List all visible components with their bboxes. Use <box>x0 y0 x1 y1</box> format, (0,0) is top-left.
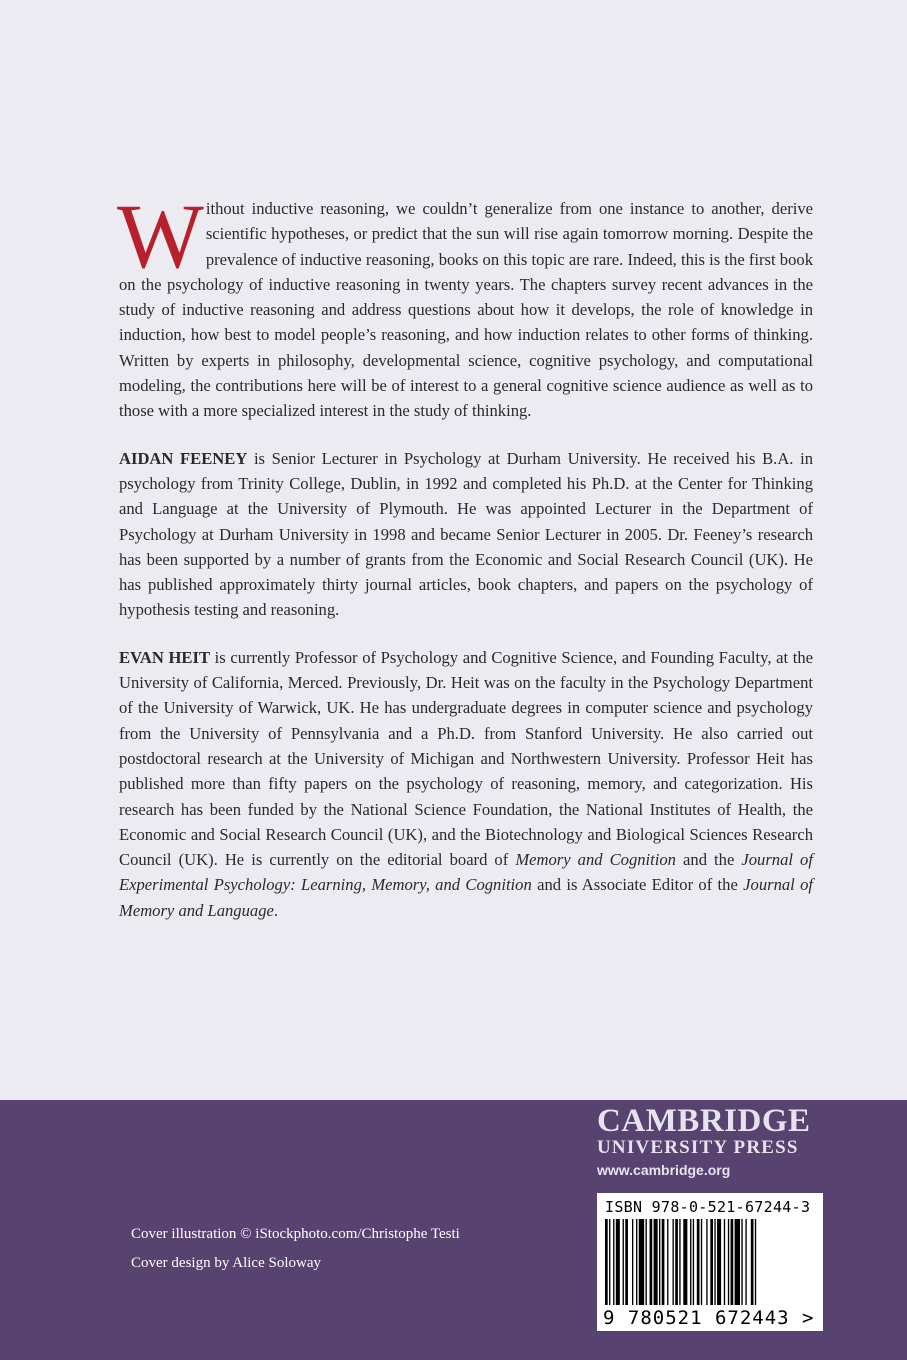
barcode-bar <box>735 1219 740 1305</box>
publisher-url: www.cambridge.org <box>597 1162 731 1178</box>
illustration-credit: Cover illustration © iStockphoto.com/Christophe Testi <box>131 1226 460 1242</box>
barcode-bar <box>693 1219 694 1305</box>
barcode-bar <box>701 1219 702 1305</box>
cover-credits <box>131 1220 460 1278</box>
author-name-heit: EVAN HEIT <box>119 647 211 667</box>
barcode-bar <box>741 1219 742 1305</box>
publisher-subname: UNIVERSITY PRESS <box>597 1137 799 1158</box>
barcode-bar <box>636 1219 637 1305</box>
barcode-bar <box>710 1219 713 1305</box>
barcode-bar <box>639 1219 644 1305</box>
barcode-bar <box>717 1219 721 1305</box>
barcode-bar <box>745 1219 746 1305</box>
barcode-bar <box>625 1219 628 1305</box>
bio-heit-text-3: and is Associate Editor of the <box>531 875 744 895</box>
bio-feeney <box>119 446 813 623</box>
barcode-bar <box>616 1219 620 1305</box>
barcode-bar <box>632 1219 633 1305</box>
bio-heit-text-4: . <box>273 900 279 920</box>
bio-heit-text-2: and the <box>675 850 742 870</box>
barcode-bar <box>683 1219 687 1305</box>
bio-heit <box>119 645 813 923</box>
barcode-digits: 9 780521 672443 > <box>603 1307 815 1329</box>
barcode-bar <box>675 1219 678 1305</box>
barcode-bar <box>731 1219 734 1305</box>
barcode-bar <box>667 1219 668 1305</box>
dropcap: W <box>117 185 204 287</box>
barcode <box>597 1193 823 1331</box>
journal-title: Journal of Experimental Psychology: Learning, Memory, and Cognition <box>119 850 813 895</box>
publisher-logo <box>597 1104 825 1178</box>
barcode-bar <box>724 1219 725 1305</box>
barcode-bar <box>706 1219 707 1305</box>
bio-heit-text-1: is currently Professor of Psychology and Cognitive Science, and Founding Faculty, at the University of California, Merced. Previously, Dr. Heit was on the faculty in the Psychology Department of the University of Warwick, UK. He has undergraduate degrees in computer science and psychology from the University of Pennsylvania and a Ph.D. from Stanford University. He also carried out postdoctoral research at the University of Michigan and Northwestern University. Professor Heit has published more than fifty papers on the psychology of reasoning, memory, and categorization. His research has been funded by the National Science Foundation, the National Institutes of Health, the Economic and Social Research Council (UK), and the Biotechnology and Biological Sciences Research Council (UK). He is currently on the editorial board of <box>119 647 813 870</box>
barcode-bar <box>690 1219 691 1305</box>
author-name-feeney: AIDAN FEENEY <box>119 448 248 468</box>
barcode-bar <box>662 1219 665 1305</box>
publisher-name: CAMBRIDGE <box>597 1103 811 1139</box>
barcode-bar <box>650 1219 653 1305</box>
barcode-bar <box>755 1219 756 1305</box>
cover-text <box>117 185 813 945</box>
barcode-bar <box>728 1219 729 1305</box>
blurb-paragraph <box>117 185 813 424</box>
barcode-bar <box>609 1219 610 1305</box>
blurb-text: ithout inductive reasoning, we couldn’t generalize from one instance to another, derive scientific hypotheses, or predict that the sun will rise again tomorrow morning. Despite the prevalence of inductive reasoning, books on this topic are rare. Indeed, this is the first book on the psychology of inductive reasoning in twenty years. The chapters survey recent advances in the study of inductive reasoning and address questions about how it develops, the role of knowledge in induction, how best to model people’s reasoning, and how induction relates to other forms of thinking. Written by experts in philosophy, developmental science, cognitive psychology, and computational modeling, the contributions here will be of interest to a general cognitive science audience as well as to those with a more specialized interest in the study of thinking. <box>119 199 813 421</box>
barcode-bar <box>751 1219 754 1305</box>
barcode-bar <box>697 1219 700 1305</box>
barcode-bar <box>679 1219 680 1305</box>
barcode-bar <box>673 1219 674 1305</box>
barcode-bar <box>714 1219 715 1305</box>
barcode-bar <box>646 1219 647 1305</box>
barcode-bar <box>659 1219 660 1305</box>
barcode-bar <box>623 1219 624 1305</box>
isbn-label: ISBN 978-0-521-67244-3 <box>605 1198 811 1216</box>
barcode-bar <box>654 1219 658 1305</box>
journal-title: Journal of Memory and Language <box>119 875 813 920</box>
barcode-bars <box>605 1219 815 1311</box>
journal-title: Memory and Cognition <box>515 850 676 870</box>
design-credit: Cover design by Alice Soloway <box>131 1255 321 1271</box>
barcode-bar <box>613 1219 614 1305</box>
bio-feeney-text: is Senior Lecturer in Psychology at Durham University. He received his B.A. in psychology from Trinity College, Dublin, in 1992 and completed his Ph.D. at the Center for Thinking and Language at the University of Plymouth. He was appointed Lecturer in the Department of Psychology at Durham University in 1998 and became Senior Lecturer in 2005. Dr. Feeney’s research has been supported by a number of grants from the Economic and Social Research Council (UK). He has published approximately thirty journal articles, book chapters, and papers on the psychology of hypothesis testing and reasoning. <box>119 448 813 620</box>
barcode-bar <box>605 1219 608 1305</box>
